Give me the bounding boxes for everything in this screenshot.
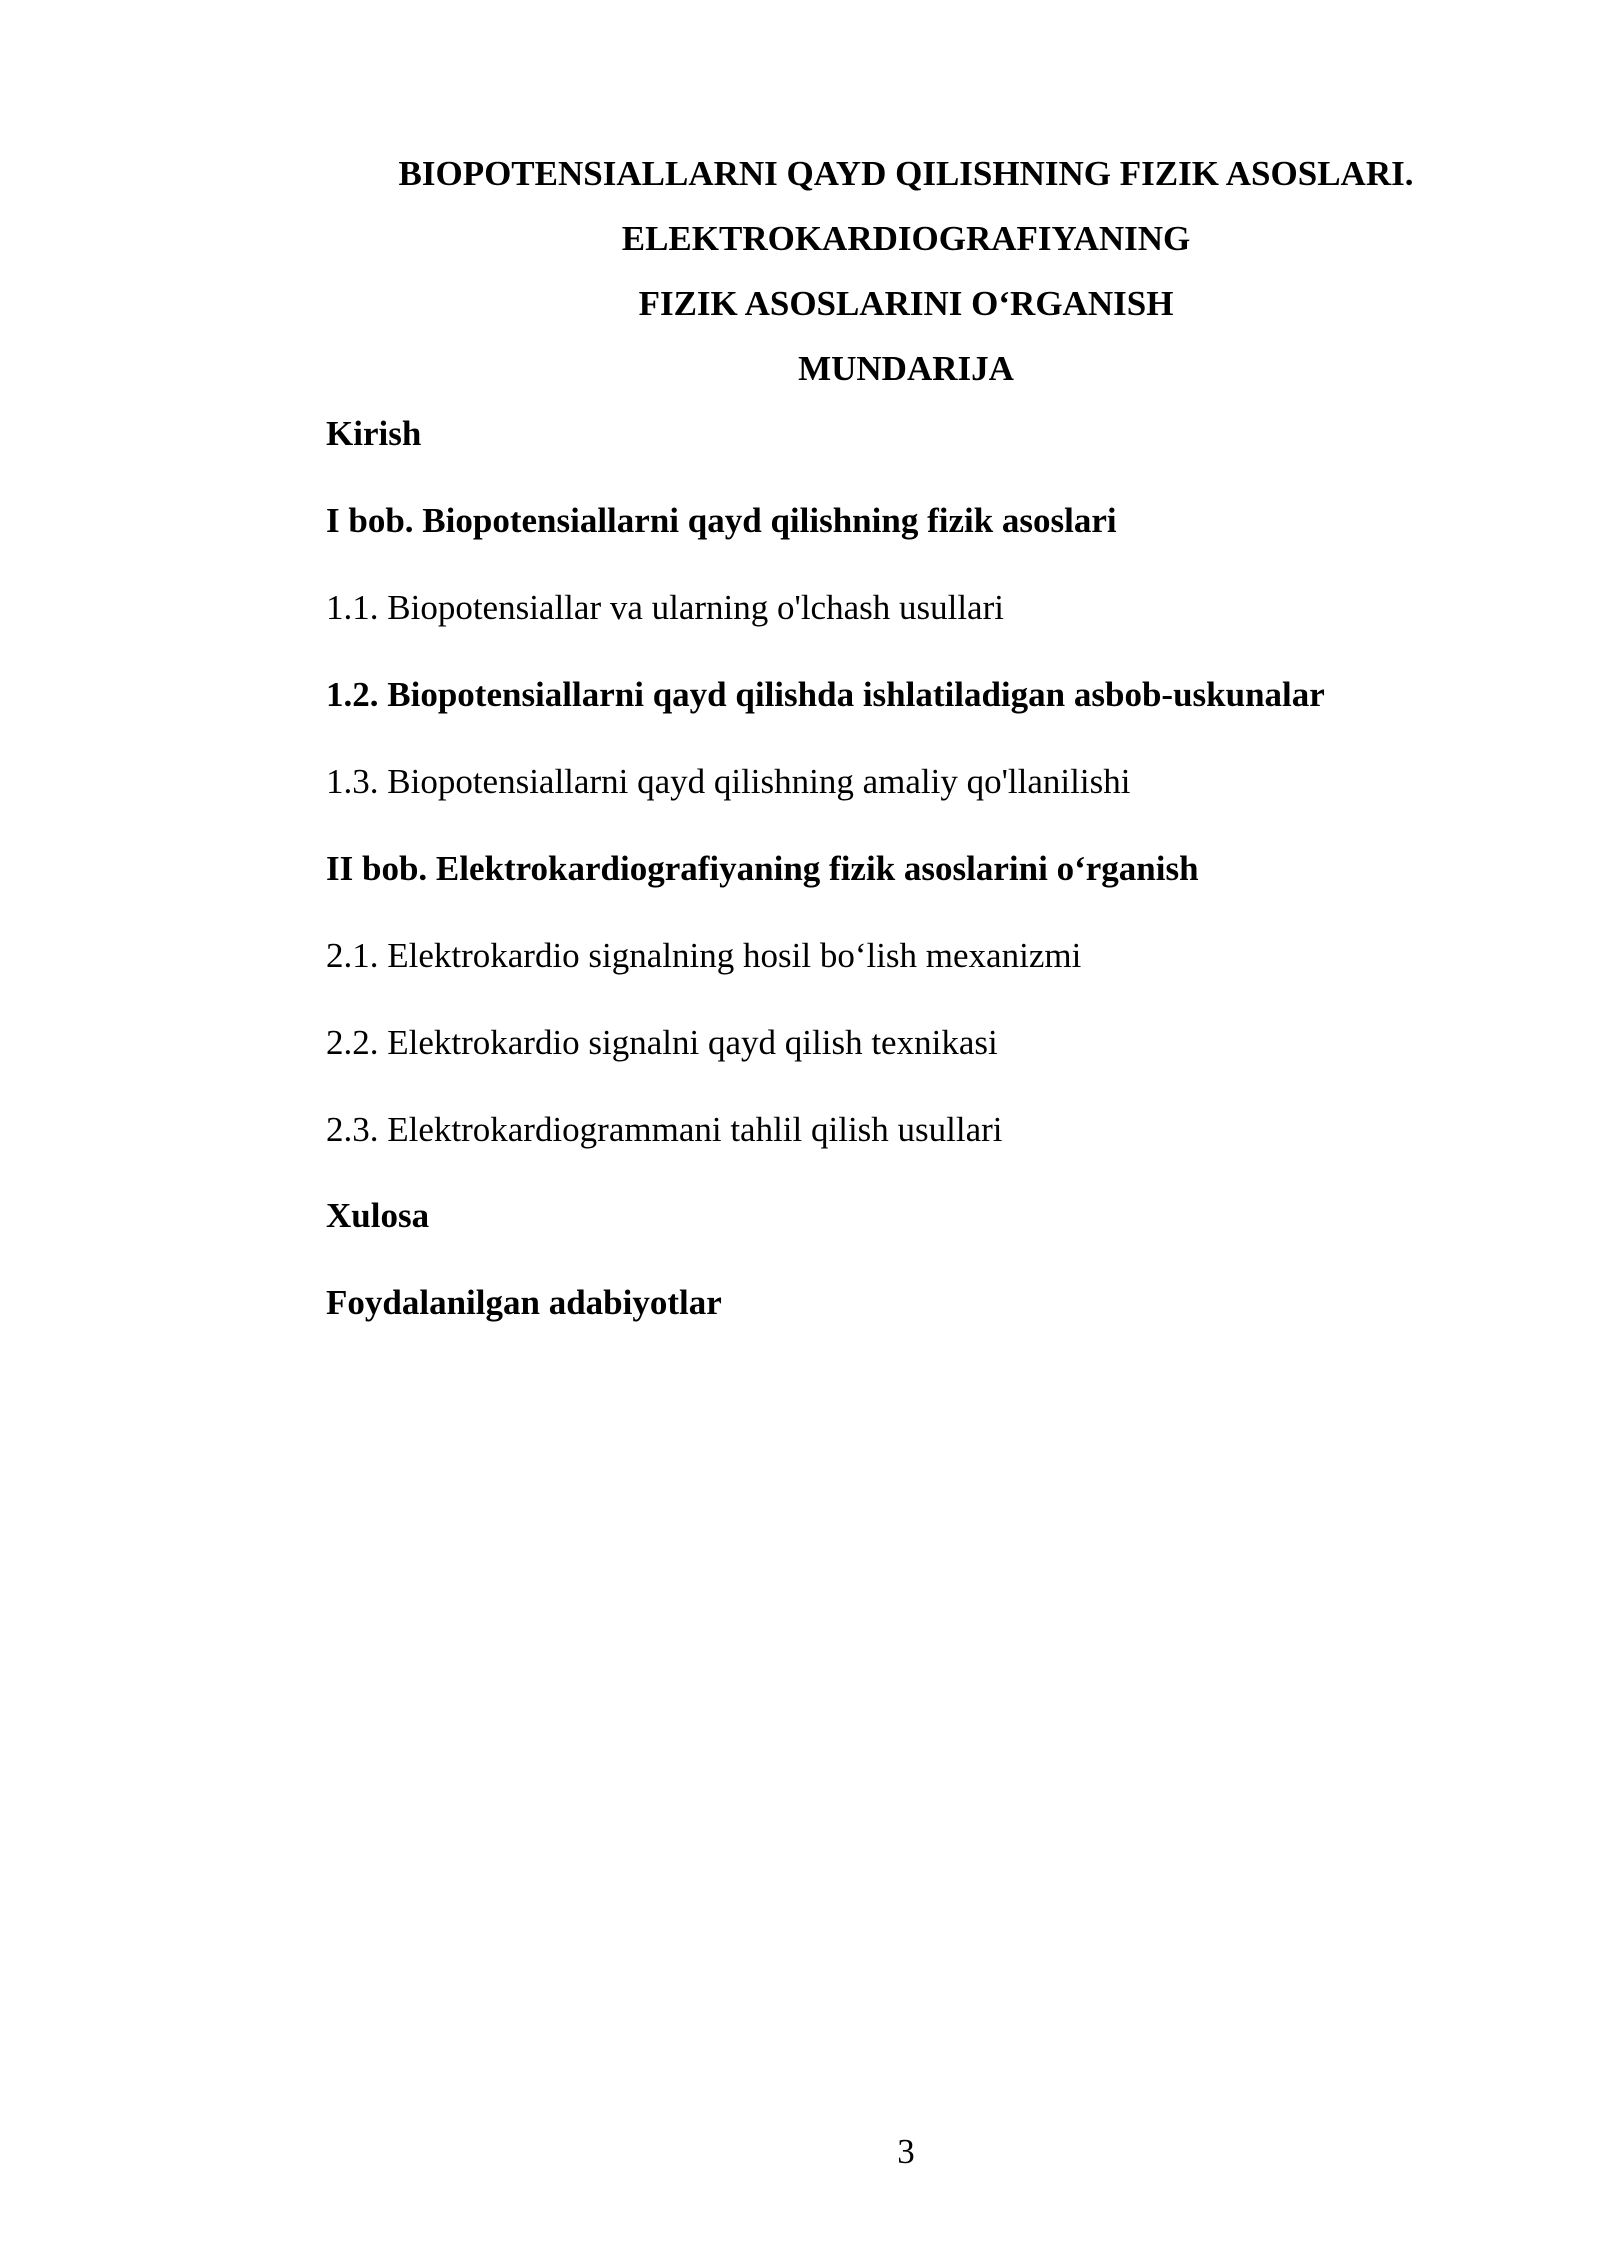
page-number: 3: [897, 2132, 915, 2171]
toc-entry-introduction: Kirish: [326, 414, 422, 453]
document-title-line-3: FIZIK ASOSLARINI O‘RGANISH: [638, 284, 1174, 323]
toc-entry-chapter-1: I bob. Biopotensiallarni qayd qilishning fizik asoslari: [326, 501, 1117, 540]
toc-entry-section-2-1: 2.1. Elektrokardio signalning hosil bo‘lish mexanizmi: [326, 936, 1082, 975]
toc-entry-chapter-2: II bob. Elektrokardiografiyaning fizik asoslarini o‘rganish: [326, 849, 1199, 888]
toc-entry-references: Foydalanilgan adabiyotlar: [326, 1283, 722, 1322]
document-title-line-1: BIOPOTENSIALLARNI QAYD QILISHNING FIZIK ASOSLARI.: [398, 154, 1414, 193]
toc-entry-section-1-3: 1.3. Biopotensiallarni qayd qilishning amaliy qo'llanilishi: [326, 762, 1131, 801]
toc-entry-section-2-2: 2.2. Elektrokardio signalni qayd qilish texnikasi: [326, 1023, 998, 1062]
toc-entry-conclusion: Xulosa: [326, 1196, 430, 1235]
toc-entry-section-1-1: 1.1. Biopotensiallar va ularning o'lchash usullari: [326, 588, 1004, 627]
toc-entry-section-1-2: 1.2. Biopotensiallarni qayd qilishda ishlatiladigan asbob-uskunalar: [326, 675, 1325, 714]
contents-heading: MUNDARIJA: [798, 349, 1014, 388]
document-title-line-2: ELEKTROKARDIOGRAFIYANING: [621, 219, 1191, 258]
toc-entry-section-2-3: 2.3. Elektrokardiogrammani tahlil qilish usullari: [326, 1110, 1003, 1149]
